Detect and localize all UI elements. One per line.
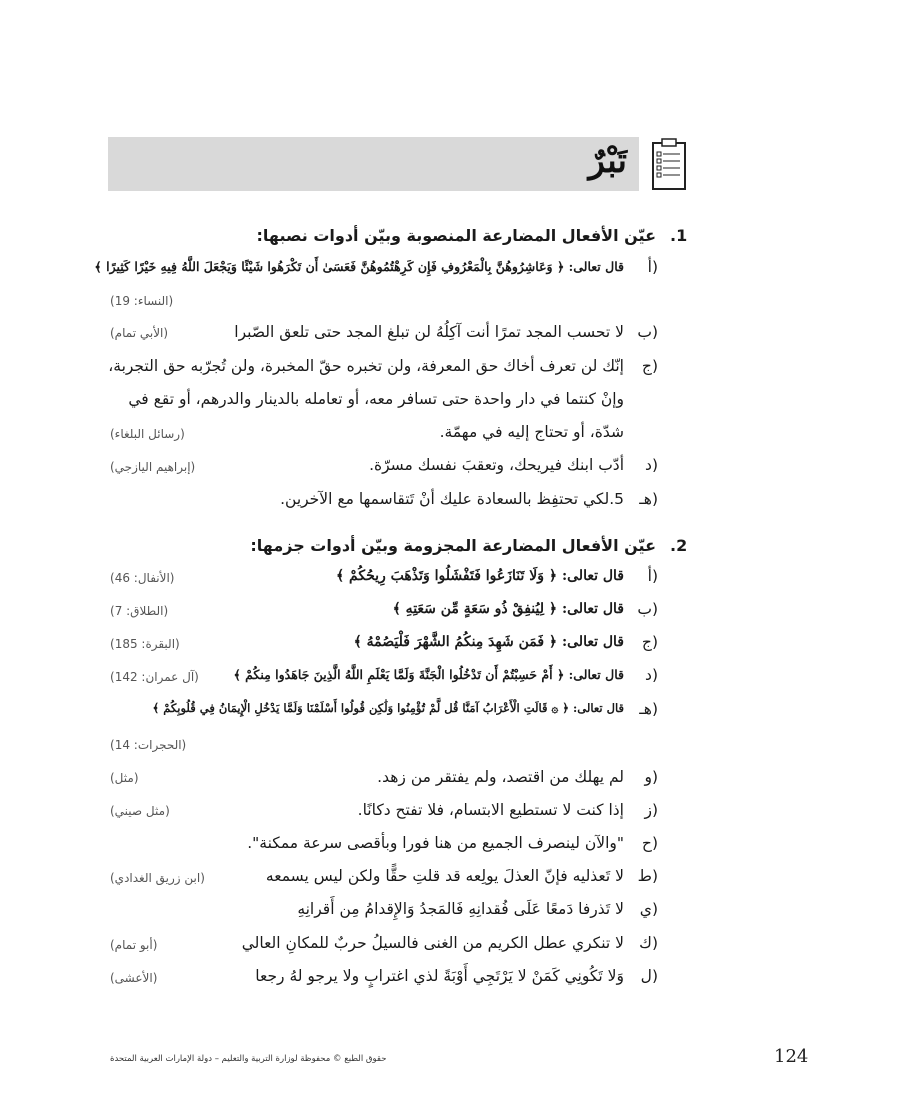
q1-c-letter: ج)	[641, 357, 658, 375]
q2-a-source: (الأنفال: 46)	[110, 571, 175, 585]
q2-e-letter: هـ)	[639, 700, 658, 718]
question-2-number: .2	[670, 536, 688, 555]
question-1-title: عيّن الأفعال المضارعة المنصوبة وبيّن أدوات نصبها:	[256, 226, 656, 245]
q2-f-source: (مثل)	[110, 771, 139, 785]
q2-b-source: (الطلاق: 7)	[110, 604, 169, 618]
q2-j-text: لا تَذرفا دَمعًا عَلَى فُقدانِهِ فَالمَجدُ وَالإِقدامُ مِن أَقرانِهِ	[297, 900, 624, 918]
q1-c-line2: وإنْ كنتما في دار واحدة حتى تسافر معه، أو تعامله بالدينار والدرهم، أو تقع في	[128, 390, 624, 408]
q2-b-letter: ب)	[637, 600, 658, 618]
q2-h-letter: ح)	[641, 834, 658, 852]
q2-c-letter: ج)	[641, 633, 658, 651]
q2-d-letter: د)	[645, 666, 658, 684]
q1-a-text: قال تعالى: ﴿ وَعَاشِرُوهُنَّ بِالْمَعْرُوفِ فَإِن كَرِهْتُمُوهُنَّ فَعَسَىٰ أَن تَكْرَهُوا شَيْئًا وَيَجْعَلَ اللَّهُ فِيهِ خَيْرًا كَثِيرًا ﴾	[94, 259, 624, 274]
q2-c-text: قال تعالى: ﴿ فَمَن شَهِدَ مِنكُمُ الشَّهْرَ فَلْيَصُمْهُ ﴾	[353, 634, 624, 650]
q2-l-letter: ل)	[640, 967, 658, 985]
q2-k-source: (أبو تمام)	[110, 938, 158, 952]
q2-d-text: قال تعالى: ﴿ أَمْ حَسِبْتُمْ أَن تَدْخُلُوا الْجَنَّةَ وَلَمَّا يَعْلَمِ اللَّهُ الَّذِينَ جَاهَدُوا مِنكُمْ ﴾	[233, 667, 624, 682]
q1-e-letter: هـ)	[639, 490, 658, 508]
copyright-footer: حقوق الطبع © محفوظة لوزارة التربية والتعليم – دولة الإمارات العربية المتحدة	[110, 1054, 387, 1064]
page-number: 124	[774, 1046, 809, 1067]
q2-a-letter: أ)	[647, 567, 658, 585]
q1-b-text: لا تحسب المجد تمرًا أنت آكِلُهُ لن تبلغ المجد حتى تلعق الصّبرا	[234, 323, 624, 341]
q2-g-text: إذا كنت لا تستطيع الابتسام، فلا تفتح دكانًا.	[357, 801, 624, 819]
q1-e-text: 5.لكي تحتفِظ بالسعادة عليك أنْ تَتقاسمها مع الآخرين.	[280, 490, 624, 508]
q2-f-text: لم يهلك من اقتصد، ولم يفتقر من زهد.	[377, 768, 624, 786]
q2-a-text: قال تعالى: ﴿ وَلَا تَنَازَعُوا فَتَفْشَلُوا وَتَذْهَبَ رِيحُكُمْ ﴾	[335, 568, 624, 584]
q2-c-source: (البقرة: 185)	[110, 637, 180, 651]
q2-k-letter: ك)	[639, 934, 658, 952]
q2-d-source: (آل عمران: 142)	[110, 670, 199, 684]
q1-c-source: (رسائل البلغاء)	[110, 427, 185, 441]
q1-d-text: أدّب ابنك فيريحك، وتعقبَ نفسك مسرّة.	[369, 456, 624, 474]
q2-i-letter: ط)	[637, 867, 658, 885]
checklist-clipboard-icon	[650, 137, 688, 191]
q1-b-letter: ب)	[637, 323, 658, 341]
q2-j-letter: ي)	[639, 900, 658, 918]
q2-k-text: لا تنكري عطل الكريم من الغنى فالسيلُ حربٌ للمكانِ العالي	[241, 934, 624, 952]
q2-g-letter: ز)	[644, 801, 658, 819]
q2-g-source: (مثل صيني)	[110, 804, 170, 818]
q1-a-letter: أ)	[647, 258, 658, 276]
q1-a-source: (النساء: 19)	[110, 294, 174, 308]
q1-d-letter: د)	[645, 456, 658, 474]
section-header-bar	[108, 137, 639, 191]
q1-d-source: (إبراهيم اليازجي)	[110, 460, 196, 474]
q2-e-source: (الحجرات: 14)	[110, 738, 187, 752]
q2-e-text: قال تعالى: ﴿ ۞ قَالَتِ الْأَعْرَابُ آمَنَّا قُل لَّمْ تُؤْمِنُوا وَلَٰكِن قُولُوا أَسْلَمْنَا وَلَمَّا يَدْخُلِ الْإِيمَانُ فِي قُلُوبِكُمْ ﴾	[152, 701, 624, 715]
q2-h-text: "والآن لينصرف الجميع من هنا فورا وبأقصى سرعة ممكنة".	[247, 834, 624, 852]
q2-l-text: وَلا تَكُونِي كَمَنْ لا يَرْتَجِي أَوْبَةً لذي اغترابٍ ولا يرجو لهُ رجعا	[255, 967, 624, 985]
q1-c-line1: إنّك لن تعرف أخاك حق المعرفة، ولن تخبره حقّ المخبرة، ولن تُجرّبه حق التجربة،	[108, 357, 624, 375]
section-title: تَبْرٌ	[588, 141, 627, 181]
q1-b-source: (الأبي تمام)	[110, 326, 169, 340]
question-2-title: عيّن الأفعال المضارعة المجزومة وبيّن أدوات جزمها:	[250, 536, 656, 555]
q2-f-letter: و)	[644, 768, 658, 786]
q2-i-text: لا تَعذليه فإنّ العذلَ يولِعه قد قلتِ حقًّا ولكن ليس يسمعه	[265, 867, 624, 885]
q2-i-source: (ابن زريق الغدادي)	[110, 871, 205, 885]
question-1-number: .1	[670, 226, 688, 245]
q2-b-text: قال تعالى: ﴿ لِيُنفِقْ ذُو سَعَةٍ مِّن سَعَتِهِ ﴾	[392, 601, 624, 617]
q1-c-line3: شدّة، أو تحتاج إليه في مهمّة.	[439, 423, 624, 441]
q2-l-source: (الأعشى)	[110, 971, 158, 985]
